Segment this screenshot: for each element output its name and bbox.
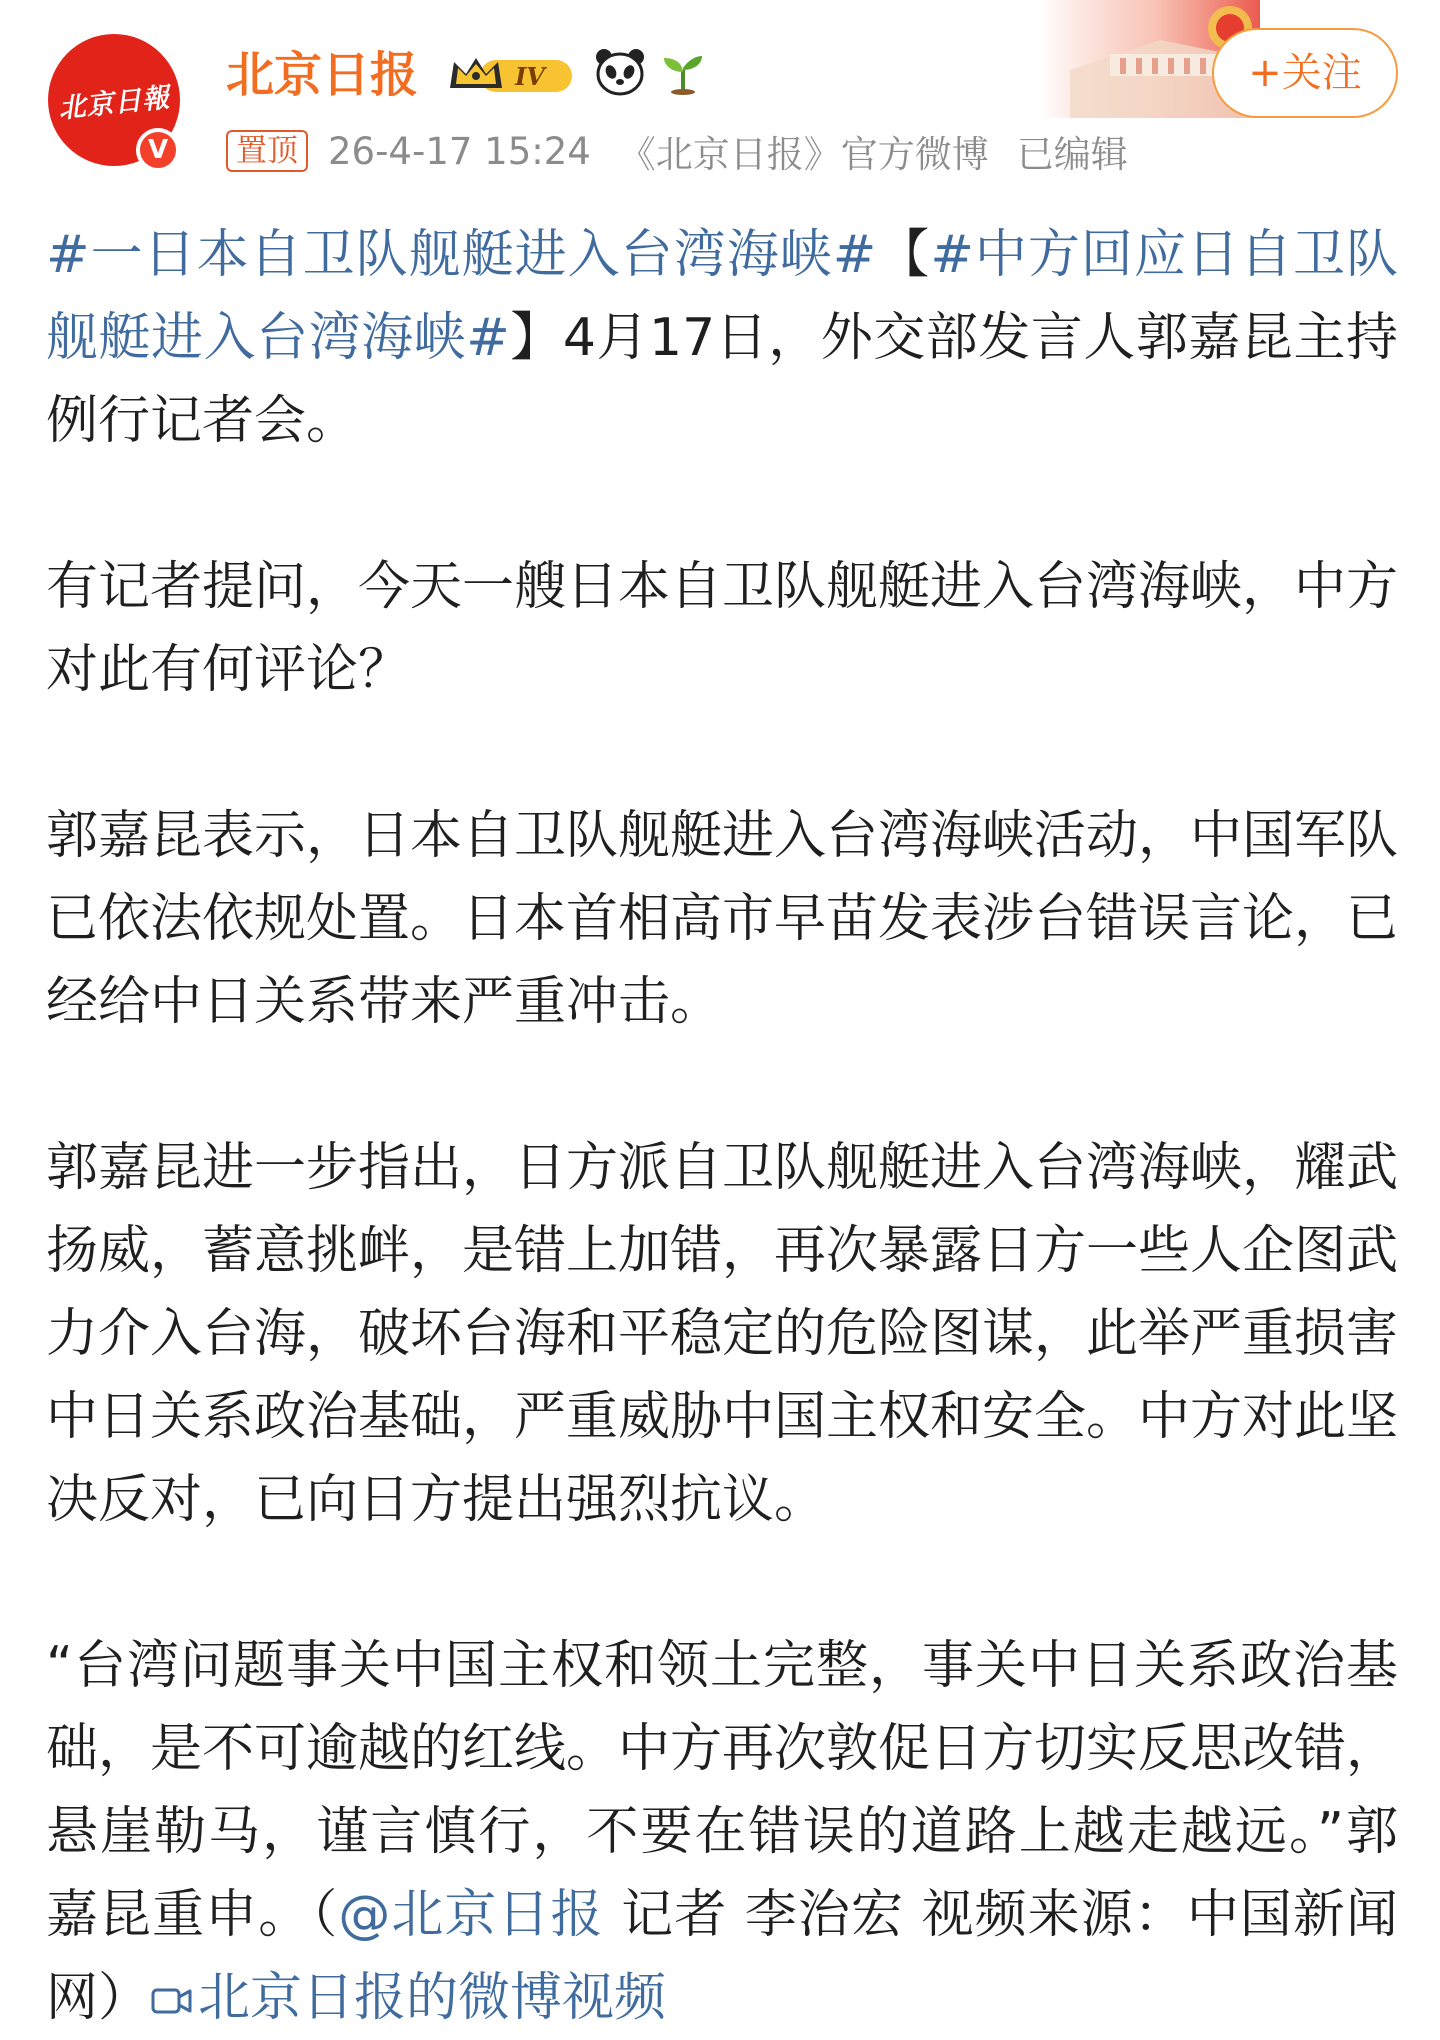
- follow-button[interactable]: +关注: [1212, 28, 1398, 118]
- vip-level-text: IV: [515, 62, 545, 91]
- post-source: 《北京日报》官方微博: [618, 133, 989, 176]
- edited-label[interactable]: 已编辑: [1016, 133, 1128, 176]
- post-timestamp: 26-4-17 15:24: [328, 129, 591, 173]
- video-link[interactable]: [150, 1968, 666, 2028]
- bracket-close: 】: [509, 308, 563, 368]
- avatar-logo-text: 北京日報: [57, 81, 172, 125]
- verified-v-icon: V: [136, 128, 180, 172]
- video-link-label: 北京日报的微博视频: [198, 1968, 667, 2028]
- sprout-icon: [660, 50, 706, 96]
- paragraph-question: 有记者提问，今天一艘日本自卫队舰艇进入台湾海峡，中方对此有何评论？: [46, 557, 1399, 700]
- post-body: [46, 214, 1398, 2040]
- quote-text: “台湾问题事关中国主权和领土完整，事关中日关系政治基础，是不可逾越的红线。中方再次敦促日方切实反思改错，悬崖勒马，谨言慎行，不要在错误的道路上越走越远。”郭嘉昆重申。: [46, 1636, 1399, 1945]
- paren-close: ）: [98, 1968, 151, 2028]
- pinned-badge: 置顶: [226, 130, 308, 172]
- hashtag-link[interactable]: #中方回应日自卫队舰艇进入台湾海峡#: [46, 225, 1398, 368]
- panda-icon: [594, 46, 646, 98]
- crown-vip-icon[interactable]: [446, 52, 576, 98]
- mention-link[interactable]: @北京日报: [338, 1885, 604, 1945]
- post-meta: [226, 124, 1156, 178]
- post-header: [0, 0, 1440, 190]
- paren-open: （: [311, 1885, 339, 1945]
- video-camera-icon: [150, 1981, 194, 2019]
- hashtag-link[interactable]: #一日本自卫队舰艇进入台湾海峡#: [46, 225, 877, 285]
- intro-text: 4月17日，外交部发言人郭嘉昆主持例行记者会。: [46, 308, 1398, 451]
- paragraph-intro: [46, 214, 1398, 463]
- paragraph-quote: [46, 1625, 1398, 2040]
- paragraph-statement: 郭嘉昆表示，日本自卫队舰艇进入台湾海峡活动，中国军队已依法依规处置。日本首相高市早苗发表涉台错误言论，已经给中日关系带来严重冲击。: [46, 806, 1399, 1032]
- credit-text: 记者 李治宏 视频来源：中国新闻网: [46, 1885, 1398, 2028]
- bracket-open: 【: [876, 225, 931, 285]
- username[interactable]: 北京日报: [226, 47, 419, 103]
- paragraph-further: 郭嘉昆进一步指出，日方派自卫队舰艇进入台湾海峡，耀武扬威，蓄意挑衅，是错上加错，再次暴露日方一些人企图武力介入台海，破坏台海和平稳定的危险图谋，此举严重损害中日关系政治基础，严重威胁中国主权和安全。中方对此坚决反对，已向日方提出强烈抗议。: [46, 1138, 1399, 1530]
